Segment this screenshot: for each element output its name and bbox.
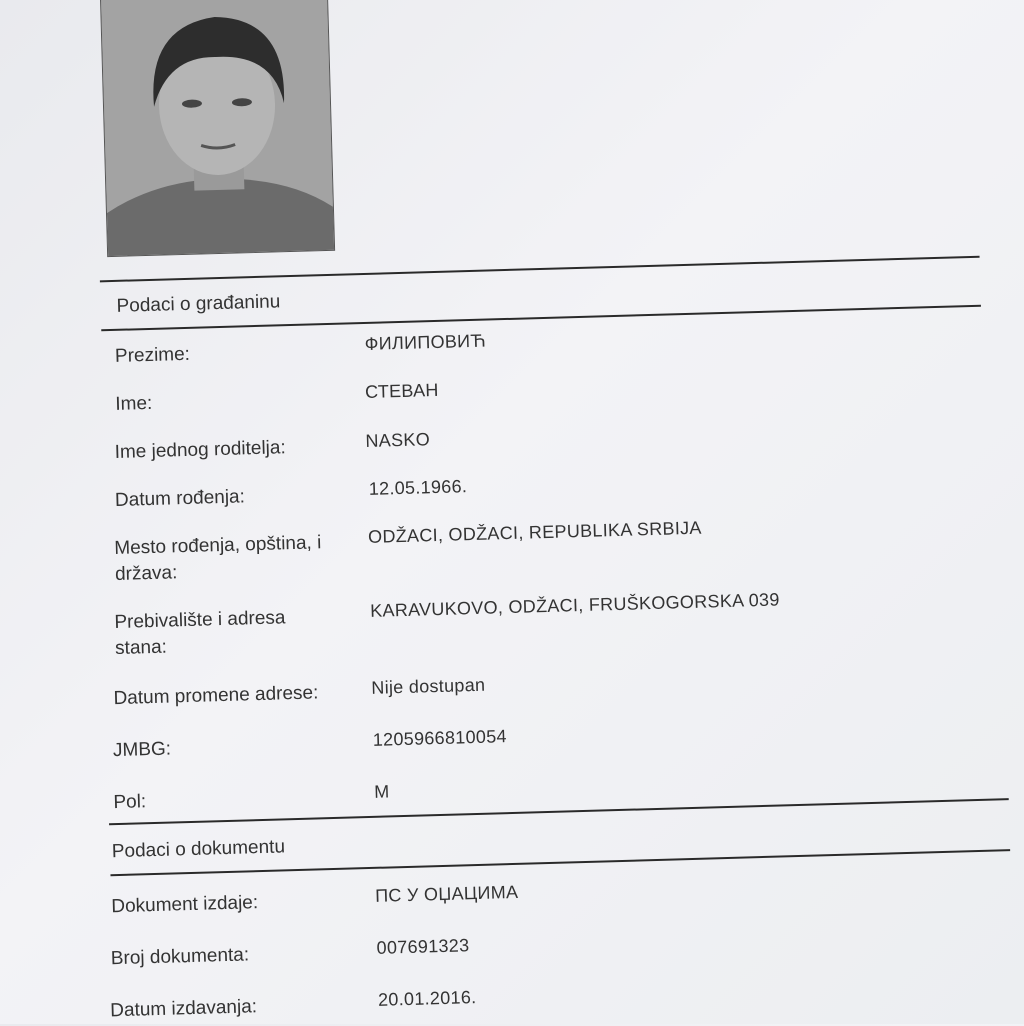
dob-label: Datum rođenja: (114, 486, 246, 511)
document-section-top-rule (109, 798, 1009, 825)
jmbg-label: JMBG: (112, 738, 172, 762)
issue-date-value: 20.01.2016. (377, 987, 477, 1010)
sex-label: Pol: (113, 791, 147, 814)
residence-label-line2: stana: (114, 636, 168, 660)
issuer-label: Dokument izdaje: (111, 892, 259, 918)
surname-value: ФИЛИПОВИЋ (364, 330, 487, 354)
residence-label-line1: Prebivalište i adresa (114, 607, 286, 634)
sex-value: M (373, 781, 390, 802)
section-title-citizen: Podaci o građaninu (116, 291, 281, 317)
person-photo (100, 0, 335, 257)
parent-value: NASKO (365, 429, 431, 451)
residence-value: KARAVUKOVO, ODŽACI, FRUŠKOGORSKA 039 (369, 589, 780, 621)
birthplace-label-line1: Mesto rođenja, opština, i (114, 532, 322, 560)
section-title-document: Podaci o dokumentu (111, 836, 286, 863)
document-number-value: 007691323 (376, 935, 470, 958)
dob-value: 12.05.1966. (368, 476, 468, 499)
name-value: СТЕВАН (364, 379, 439, 402)
birthplace-value: ODŽACI, ODŽACI, REPUBLIKA SRBIJA (367, 517, 702, 547)
address-change-value: Nije dostupan (371, 674, 486, 698)
issue-date-label: Datum izdavanja: (109, 996, 258, 1022)
jmbg-value: 1205966810054 (372, 726, 508, 750)
issuer-value: ПС У ОЏАЦИМА (374, 881, 519, 906)
top-rule (100, 256, 980, 283)
parent-label: Ime jednog roditelja: (114, 437, 287, 463)
birthplace-label-line2: država: (114, 562, 178, 586)
document-number-label: Broj dokumenta: (110, 944, 250, 970)
surname-label: Prezime: (114, 343, 191, 367)
name-label: Ime: (115, 392, 153, 415)
address-change-label: Datum promene adrese: (113, 682, 319, 710)
